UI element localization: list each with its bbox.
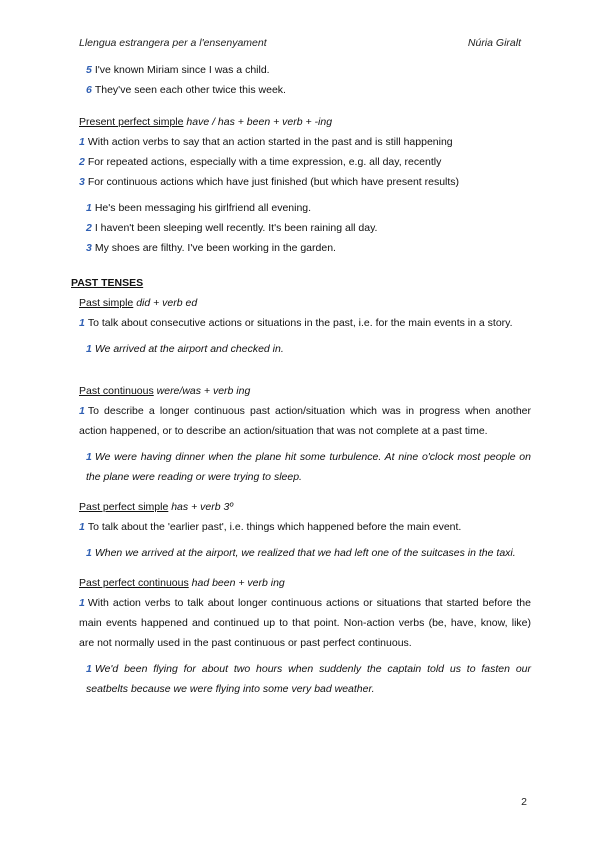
header-author: Núria Giralt [467,37,521,49]
tense-formula: did + verb ed [136,297,198,309]
page-number: 2 [521,796,527,808]
example-number: 1 [86,547,92,559]
example-number: 5 [86,64,92,76]
rule-text: To describe a longer continuous past action/situation which was in progress when another action happened, or to describe an action/situation that was not complete at a past time. [79,405,531,437]
tense-name: Past simple [79,297,134,309]
example-line [79,339,531,359]
example-text: We were having dinner when the plane hit some turbulence. At nine o'clock most people on the plane were reading or were trying to sleep. [86,451,531,483]
rule-number: 1 [79,597,85,609]
tense-name: Present perfect simple [79,116,184,128]
rule-text: To talk about consecutive actions or situations in the past, i.e. for the main events in a story. [87,317,513,329]
tense-title-past-continuous [79,381,531,401]
header-course-title: Llengua estrangera per a l'ensenyament [79,37,267,49]
tense-title-past-perfect-continuous [79,573,531,593]
rule-text: With action verbs to talk about longer continuous actions or situations that started before the main events happened and continued up to that point. Non-action verbs (be, have, know, like) are not normally used in the past continuous or past perfect continuous. [79,597,531,649]
rule-number: 2 [79,156,85,168]
rule-line [79,593,531,653]
rule-text: For continuous actions which have just finished (but which have present results) [87,176,460,188]
example-line [79,218,531,238]
document-body [71,60,531,699]
example-line [79,659,531,699]
example-number: 1 [86,343,92,355]
tense-formula: were/was + verb ing [156,385,251,397]
tense-title-past-perfect [79,497,531,517]
rule-line [79,517,531,537]
tense-formula: had been + verb ing [191,577,285,589]
rule-number: 1 [79,521,85,533]
example-line [79,238,531,258]
rule-text: With action verbs to say that an action started in the past and is still happening [87,136,453,148]
example-text: He's been messaging his girlfriend all evening. [94,202,312,214]
rule-number: 1 [79,136,85,148]
example-text: When we arrived at the airport, we realized that we had left one of the suitcases in the taxi. [94,547,516,559]
rule-text: To talk about the 'earlier past', i.e. things which happened before the main event. [87,521,462,533]
example-line [79,198,531,218]
example-text: They've seen each other twice this week. [94,84,286,96]
tense-name: Past perfect simple [79,501,169,513]
example-text: We'd been flying for about two hours when suddenly the captain told us to fasten our seatbelts because we were flying into some very bad weather. [86,663,531,695]
rule-line [79,172,531,192]
example-text: I've known Miriam since I was a child. [94,64,270,76]
example-number: 2 [86,222,92,234]
rule-line [79,313,531,333]
tense-name: Past perfect continuous [79,577,189,589]
tense-name: Past continuous [79,385,154,397]
section-heading-past-tenses: PAST TENSES [71,277,144,289]
example-text: We arrived at the airport and checked in. [94,343,284,355]
tense-title-ppc [79,112,531,132]
rule-line [79,152,531,172]
example-text: I haven't been sleeping well recently. It's been raining all day. [94,222,378,234]
rule-line [79,401,531,441]
tense-formula: has + verb 3º [171,501,234,513]
example-line [79,60,531,80]
example-number: 1 [86,202,92,214]
example-number: 1 [86,663,92,675]
rule-text: For repeated actions, especially with a time expression, e.g. all day, recently [87,156,442,168]
example-number: 6 [86,84,92,96]
example-number: 1 [86,451,92,463]
example-line [79,543,531,563]
tense-title-past-simple [79,293,531,313]
rule-number: 3 [79,176,85,188]
rule-line [79,132,531,152]
example-number: 3 [86,242,92,254]
example-line [79,447,531,487]
page-header [79,37,521,49]
tense-formula: have / has + been + verb + -ing [186,116,333,128]
example-text: My shoes are filthy. I've been working in the garden. [94,242,336,254]
example-line [79,80,531,100]
rule-number: 1 [79,317,85,329]
rule-number: 1 [79,405,85,417]
